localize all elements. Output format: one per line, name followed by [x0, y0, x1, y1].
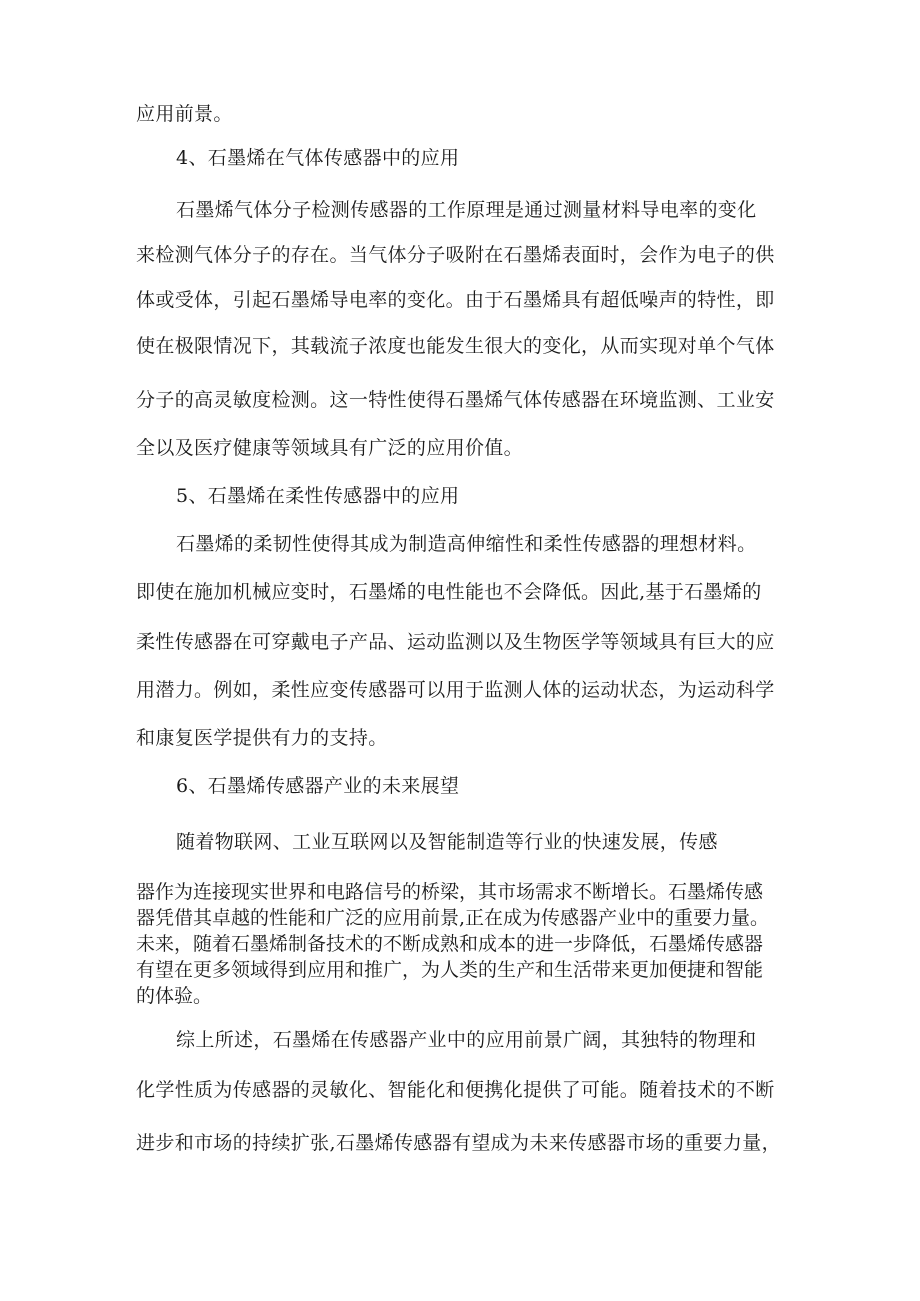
- paragraph-line: 器作为连接现实世界和电路信号的桥梁，其市场需求不断增长。石墨烯传感: [136, 881, 764, 903]
- paragraph-line: 用潜力。例如，柔性应变传感器可以用于监测人体的运动状态，为运动科学: [136, 679, 775, 701]
- paragraph-line: 石墨烯气体分子检测传感器的工作原理是通过测量材料导电率的变化: [176, 199, 757, 221]
- paragraph-line: 有望在更多领域得到应用和推广，为人类的生产和生活带来更加便捷和智能: [136, 959, 764, 981]
- paragraph-line: 全以及医疗健康等领域具有广泛的应用价值。: [136, 437, 524, 459]
- paragraph-line: 即使在施加机械应变时，石墨烯的电性能也不会降低。因此,基于石墨烯的: [136, 581, 762, 603]
- paragraph-line: 体或受体，引起石墨烯导电率的变化。由于石墨烯具有超低噪声的特性，即: [136, 289, 775, 311]
- conclusion-line: 综上所述，石墨烯在传感器产业中的应用前景广阔，其独特的物理和: [176, 1029, 757, 1051]
- section-heading-5: 5、石墨烯在柔性传感器中的应用: [176, 485, 460, 507]
- section-heading-6: 6、石墨烯传感器产业的未来展望: [176, 775, 460, 797]
- paragraph-line: 的体验。: [136, 985, 213, 1007]
- section-heading-4: 4、石墨烯在气体传感器中的应用: [176, 147, 460, 169]
- paragraph-line: 随着物联网、工业互联网以及智能制造等行业的快速发展，传感: [176, 831, 718, 853]
- conclusion-line: 进步和市场的持续扩张,石墨烯传感器有望成为未来传感器市场的重要力量，: [136, 1132, 781, 1154]
- paragraph-line: 和康复医学提供有力的支持。: [136, 727, 388, 749]
- paragraph-line: 分子的高灵敏度检测。这一特性使得石墨烯气体传感器在环境监测、工业安: [136, 389, 775, 411]
- paragraph-line: 来检测气体分子的存在。当气体分子吸附在石墨烯表面时，会作为电子的供: [136, 244, 775, 266]
- paragraph-line: 未来，随着石墨烯制备技术的不断成熟和成本的进一步降低，石墨烯传感器: [136, 933, 764, 955]
- paragraph-line: 柔性传感器在可穿戴电子产品、运动监测以及生物医学等领域具有巨大的应: [136, 631, 775, 653]
- paragraph-line: 使在极限情况下，其载流子浓度也能发生很大的变化，从而实现对单个气体: [136, 335, 775, 357]
- paragraph-line: 器凭借其卓越的性能和广泛的应用前景,正在成为传感器产业中的重要力量。: [136, 907, 770, 929]
- paragraph-line: 石墨烯的柔韧性使得其成为制造高伸缩性和柔性传感器的理想材料。: [176, 533, 757, 555]
- conclusion-line: 化学性质为传感器的灵敏化、智能化和便携化提供了可能。随着技术的不断: [136, 1079, 775, 1101]
- paragraph-line: 应用前景。: [136, 103, 233, 125]
